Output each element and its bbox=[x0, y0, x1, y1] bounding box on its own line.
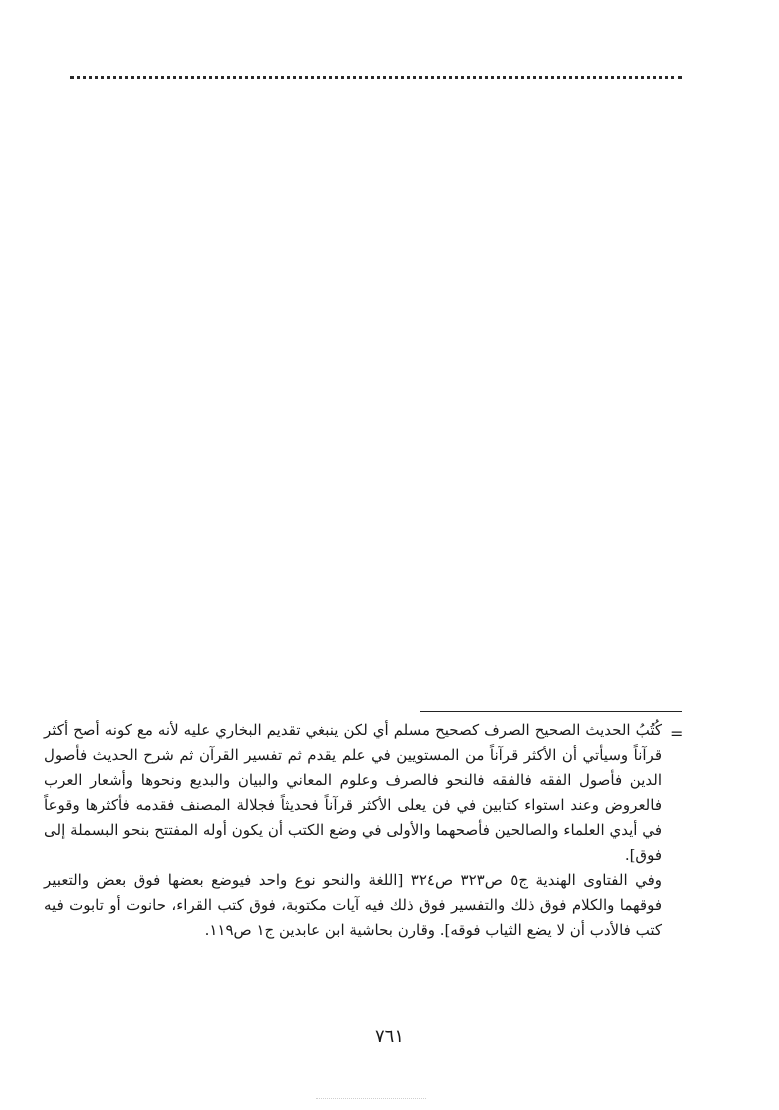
footnote-continuation-mark: = bbox=[670, 724, 684, 743]
page-number: ٧٦١ bbox=[374, 1026, 404, 1047]
dotted-separator bbox=[70, 76, 682, 96]
footnote bbox=[44, 718, 662, 943]
footnote-paragraph-1: كُتُبُ الحديث الصحيح الصرف كصحيح مسلم أي لكن ينبغي تقديم البخاري عليه لأنه مع كونه أصح أكثر قرآناً وسيأتي أن الأكثر قرآناً من المستويين في علم يقدم ثم تفسير القرآن ثم شرح الحديث فأصول الدين فأصول الفقه فالفقه فالنحو فالصرف وعلوم المعاني والبيان والبديع ونحوها وأشعار العرب فالعروض وعند استواء كتابين في فن يعلى الأكثر قرآناً فحديثاً فجلالة المصنف فقدمه فأكثرها وقوعاً في أيدي العلماء والصالحين فأصحهما والأولى في وضع الكتب أن يكون أوله المفتتح بنحو البسملة إلى فوق]. bbox=[44, 721, 662, 864]
scan-edge-mark bbox=[316, 1098, 426, 1099]
footnote-rule bbox=[420, 711, 682, 712]
footnote-paragraph-2: وفي الفتاوى الهندية ج٥ ص٣٢٣ ص٣٢٤ [اللغة والنحو نوع واحد فيوضع بعضها فوق بعض والتعبير فوقهما والكلام فوق ذلك والتفسير فوق ذلك فيه آيات مكتوبة، فوق كتب القراء، حانوت أو تابوت فيه كتب فالأدب أن لا يضع الثياب فوقه]. وقارن بحاشية ابن عابدين ج١ ص١١٩. bbox=[44, 871, 662, 939]
